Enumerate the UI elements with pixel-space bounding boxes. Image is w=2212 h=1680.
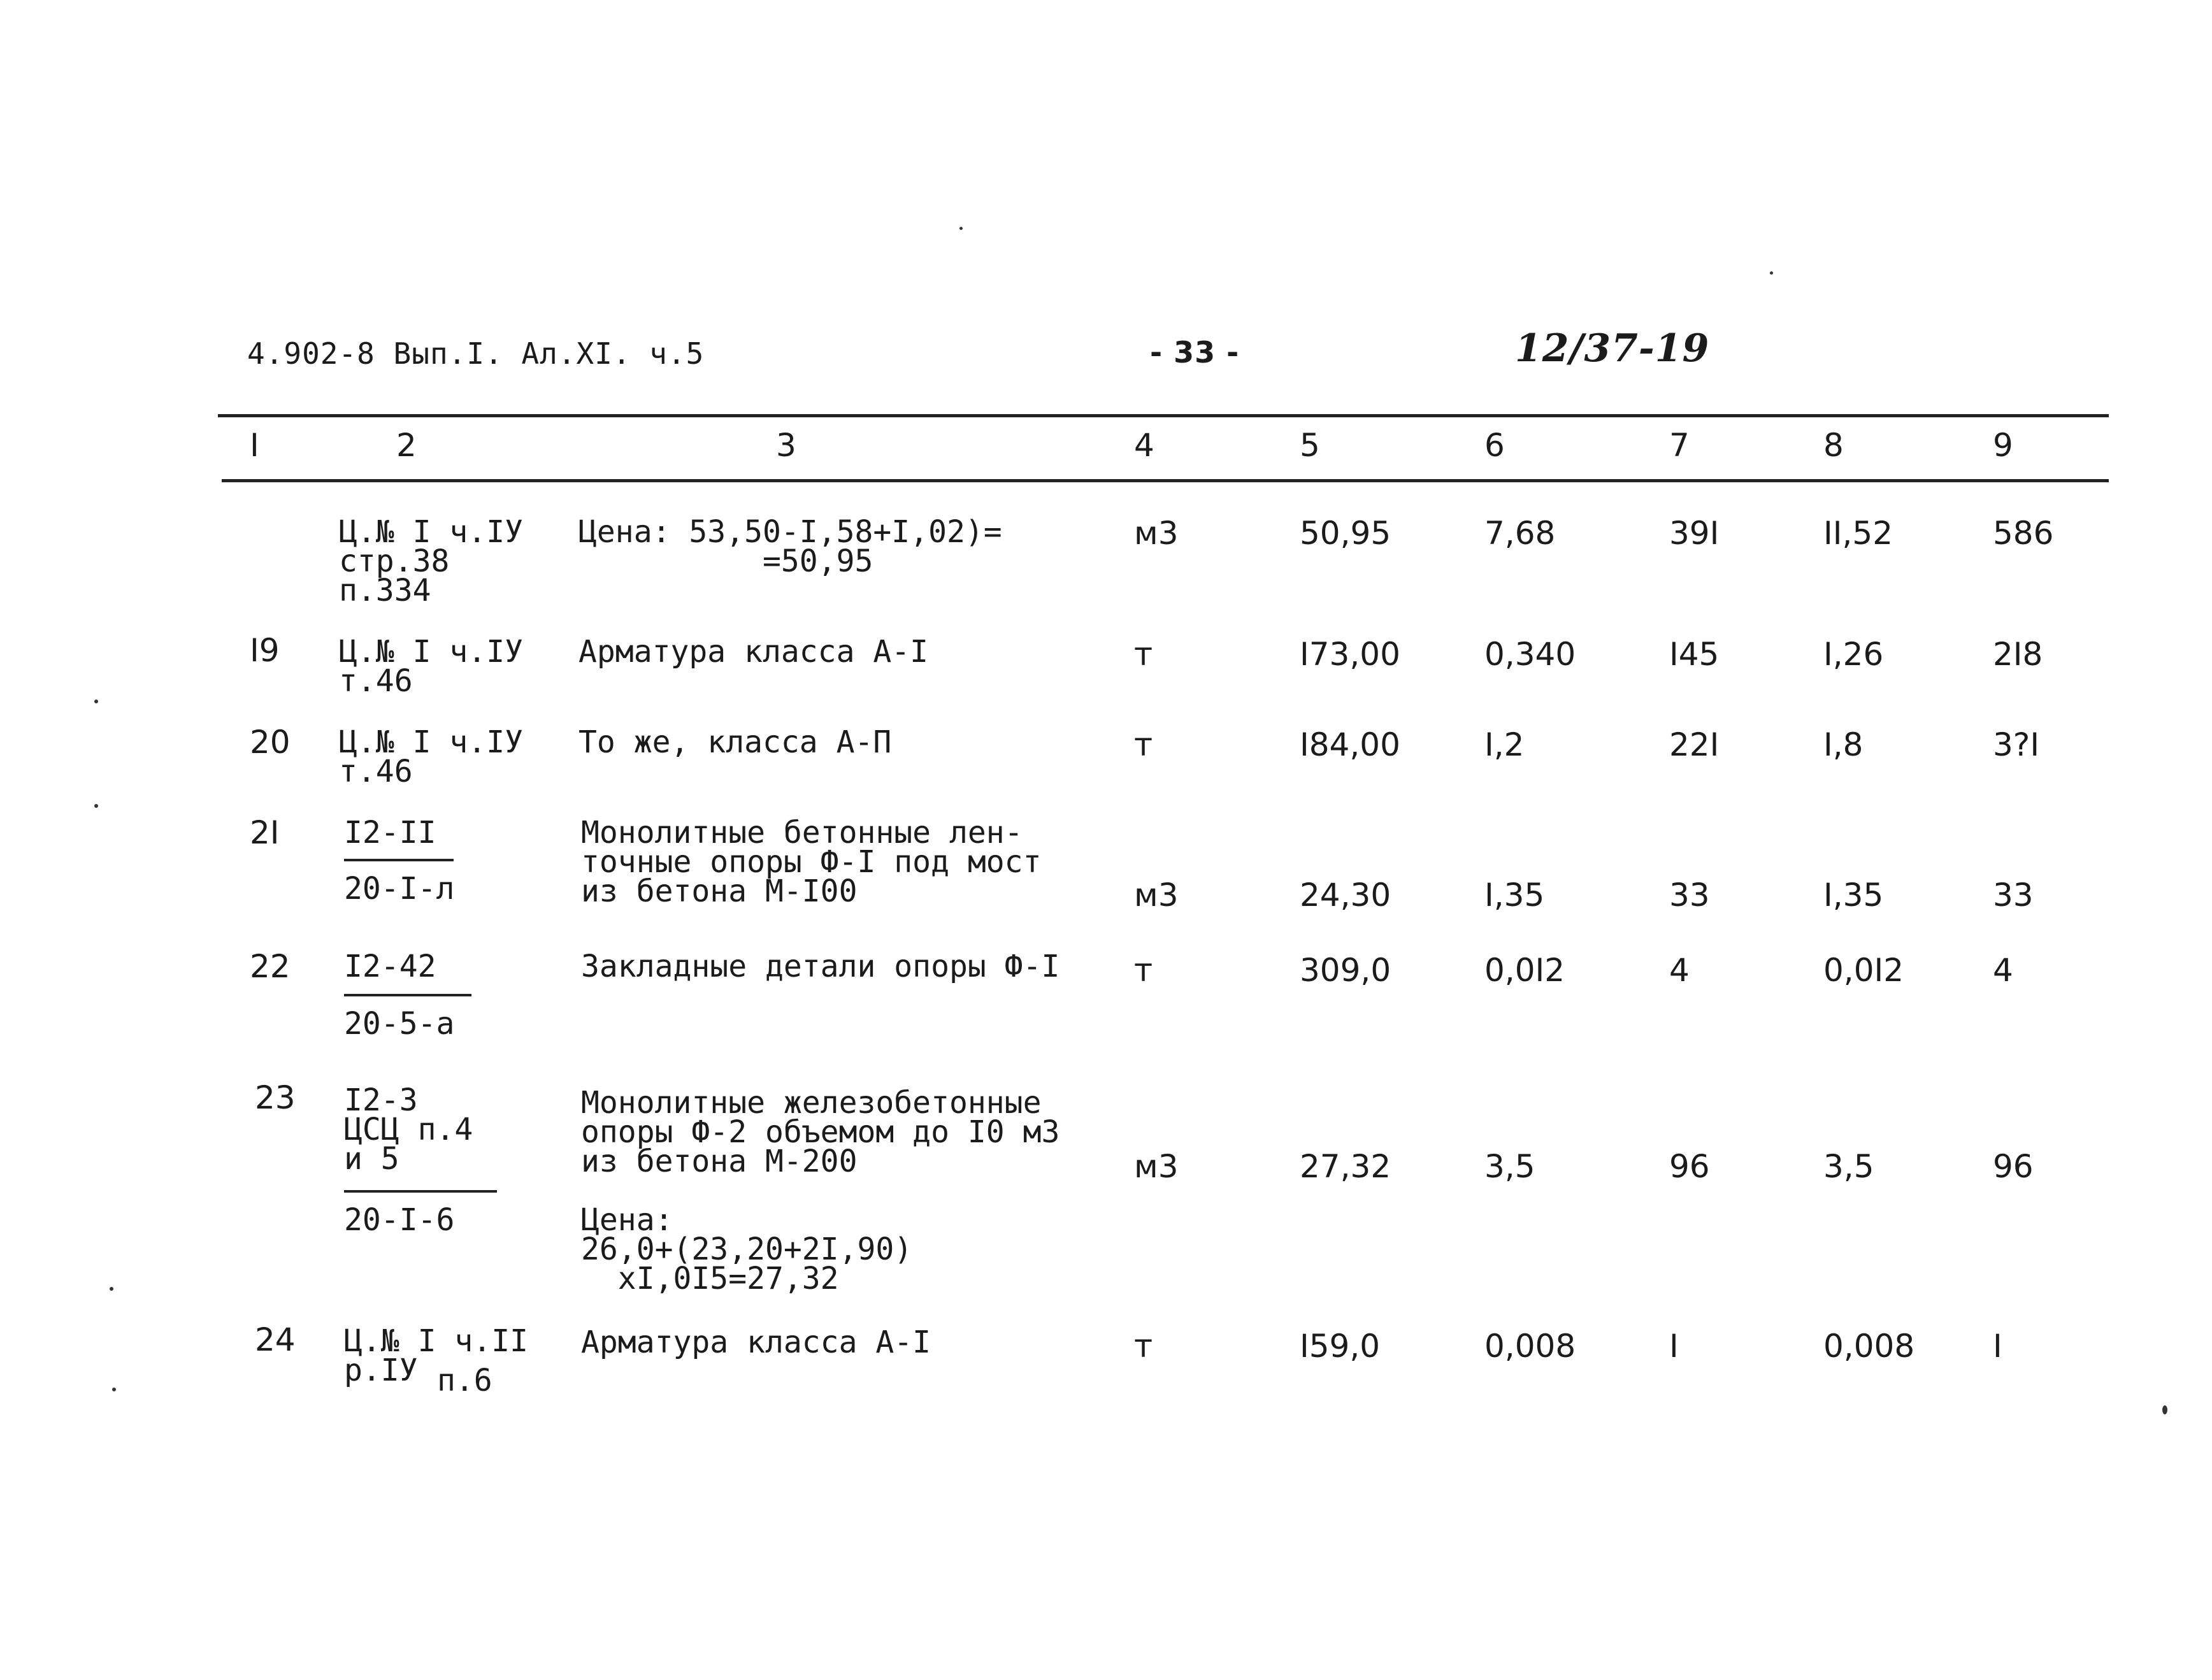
column-heading-3: 3	[776, 427, 796, 464]
scan-speck	[959, 227, 963, 230]
row-22-number: 22	[250, 948, 291, 985]
row-21-name: Монолитные бетонные лен- точные опоры Ф-I под мост из бетона М-I00	[581, 815, 1042, 909]
row-22-col7: 4	[1669, 952, 1690, 989]
row-19-col9: 2I8	[1993, 636, 2043, 673]
row-21-code-top: I2-II	[344, 815, 436, 851]
row-23-number: 23	[255, 1079, 296, 1116]
row-23-col5: 27,32	[1300, 1148, 1391, 1185]
document-reference: 4.902-8 Вып.I. Ал.XI. ч.5	[247, 336, 705, 371]
row-24-unit: т	[1134, 1328, 1153, 1365]
column-heading-6: 6	[1484, 427, 1505, 464]
row-24-col9: I	[1993, 1328, 2002, 1365]
row-24-number: 24	[255, 1321, 296, 1358]
column-heading-2: 2	[396, 427, 417, 464]
row-20-number: 20	[250, 724, 291, 761]
table-header-rule	[222, 479, 2109, 482]
row-22-col6: 0,0I2	[1484, 952, 1565, 989]
row-1-col9: 586	[1993, 515, 2054, 552]
row-20-name: То же, класса А-П	[578, 724, 892, 760]
row-24-name: Арматура класса А-I	[581, 1325, 931, 1360]
row-23-fraction-line	[344, 1190, 497, 1193]
scan-speck	[110, 1287, 113, 1291]
row-23-unit: м3	[1134, 1148, 1179, 1185]
row-22-col8: 0,0I2	[1823, 952, 1904, 989]
row-20-col5: I84,00	[1300, 726, 1400, 763]
row-22-code-bottom: 20-5-а	[344, 1006, 455, 1042]
row-20-col6: I,2	[1484, 726, 1525, 763]
row-21-unit: м3	[1134, 877, 1179, 914]
row-22-col9: 4	[1993, 952, 2013, 989]
row-24-col5: I59,0	[1300, 1328, 1381, 1365]
row-23-col7: 96	[1669, 1148, 1710, 1185]
row-24-col8: 0,008	[1823, 1328, 1915, 1365]
row-23-col9: 96	[1993, 1148, 2034, 1185]
row-1-col8: II,52	[1823, 515, 1893, 552]
scan-speck	[2162, 1405, 2167, 1414]
row-22-code-top: I2-42	[344, 949, 436, 984]
row-21-fraction-line	[344, 859, 454, 861]
row-19-code: Ц.№ I ч.IУ т.46	[339, 634, 523, 699]
row-21-number: 2I	[250, 814, 280, 851]
row-22-col5: 309,0	[1300, 952, 1391, 989]
row-1-unit: м3	[1134, 515, 1179, 552]
scan-speck	[1770, 271, 1773, 275]
row-24-code: Ц.№ I ч.II р.IУ	[344, 1323, 528, 1388]
row-24-col6: 0,008	[1484, 1328, 1576, 1365]
row-19-number: I9	[250, 632, 280, 669]
row-1-col6: 7,68	[1484, 515, 1556, 552]
row-23-code-bottom: 20-I-6	[344, 1202, 455, 1238]
column-heading-4: 4	[1134, 427, 1154, 464]
row-20-col9: 3?I	[1993, 726, 2040, 763]
row-1-code: Ц.№ I ч.IУ стр.38 п.334	[339, 514, 523, 608]
row-21-col8: I,35	[1823, 877, 1884, 914]
page-number: - 33 -	[1150, 335, 1240, 370]
row-19-name: Арматура класса А-I	[578, 634, 929, 670]
row-24-code-suffix: п.6	[437, 1363, 492, 1398]
column-heading-7: 7	[1669, 427, 1690, 464]
row-23-name: Монолитные железобетонные опоры Ф-2 объемом до I0 м3 из бетона М-200	[581, 1085, 1060, 1179]
column-heading-5: 5	[1300, 427, 1320, 464]
scan-speck	[112, 1388, 116, 1391]
row-20-col7: 22I	[1669, 726, 1720, 763]
row-19-col8: I,26	[1823, 636, 1884, 673]
row-1-col5: 50,95	[1300, 515, 1391, 552]
row-1-col7: 39I	[1669, 515, 1720, 552]
column-heading-1: I	[250, 427, 259, 464]
table-top-rule	[218, 414, 2109, 417]
row-19-col7: I45	[1669, 636, 1720, 673]
row-19-unit: т	[1134, 636, 1153, 673]
row-22-unit: т	[1134, 952, 1153, 989]
row-1-name: Цена: 53,50-I,58+I,02)= =50,95	[578, 514, 1002, 579]
row-19-col6: 0,340	[1484, 636, 1576, 673]
row-22-name: Закладные детали опоры Ф-I	[581, 949, 1060, 984]
row-21-col7: 33	[1669, 877, 1710, 914]
row-21-code-bottom: 20-I-л	[344, 871, 455, 907]
column-heading-9: 9	[1993, 427, 2013, 464]
scan-speck	[94, 700, 98, 703]
row-23-col8: 3,5	[1823, 1148, 1874, 1185]
row-23-price-note: Цена: 26,0+(23,20+2I,90) xI,0I5=27,32	[581, 1202, 913, 1296]
handwritten-code: 12/37-19	[1515, 326, 1710, 371]
column-heading-8: 8	[1823, 427, 1844, 464]
row-20-col8: I,8	[1823, 726, 1864, 763]
row-22-fraction-line	[344, 994, 471, 996]
row-23-col6: 3,5	[1484, 1148, 1535, 1185]
row-20-unit: т	[1134, 726, 1153, 763]
row-24-col7: I	[1669, 1328, 1679, 1365]
row-21-col5: 24,30	[1300, 877, 1391, 914]
row-23-code-top: I2-3 ЦСЦ п.4 и 5	[344, 1082, 473, 1177]
row-19-col5: I73,00	[1300, 636, 1400, 673]
row-20-code: Ц.№ I ч.IУ т.46	[339, 724, 523, 789]
row-21-col6: I,35	[1484, 877, 1545, 914]
scan-speck	[94, 804, 98, 808]
row-21-col9: 33	[1993, 877, 2034, 914]
